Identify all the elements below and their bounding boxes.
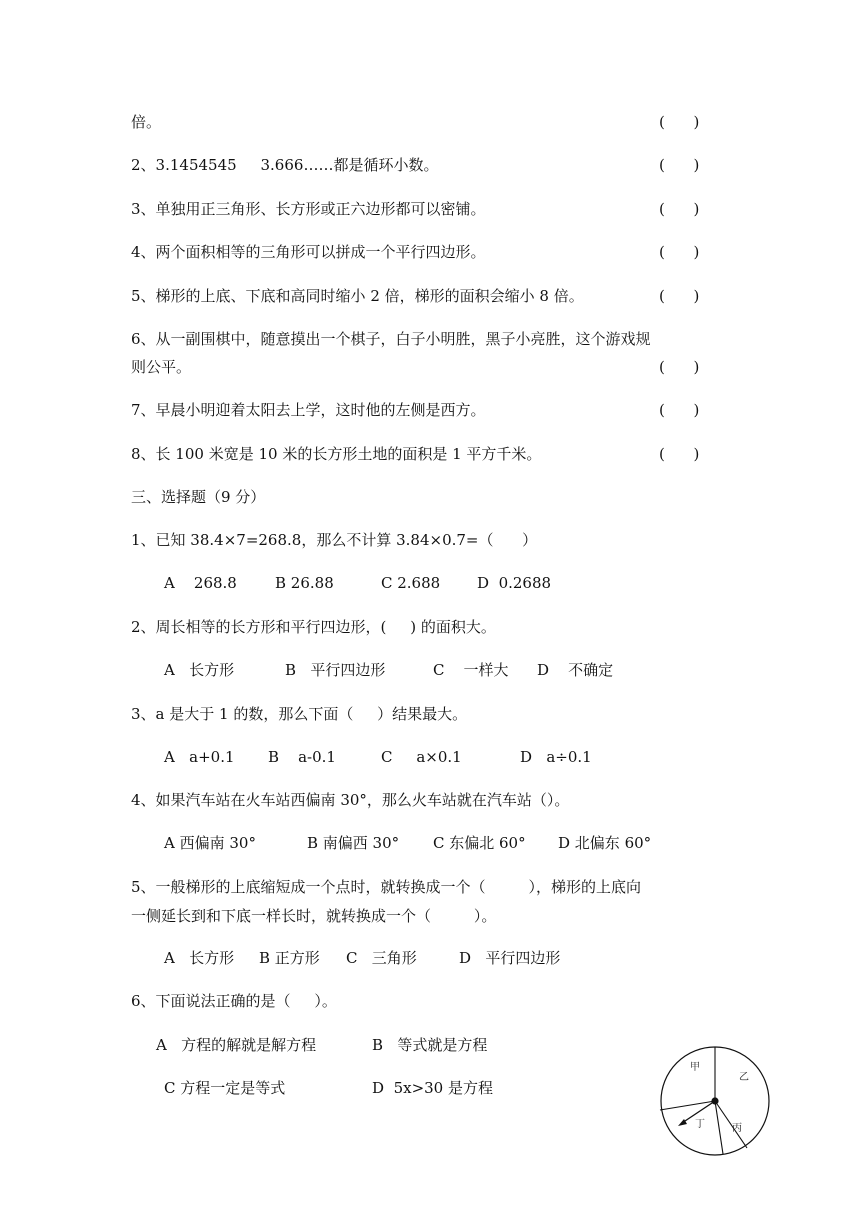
choice-q1-option-b: B 26.88 — [275, 574, 334, 592]
choice-q2-stem: 2、周长相等的长方形和平行四边形，( ) 的面积大。 — [131, 618, 496, 636]
choice-q6-option-c: C 方程一定是等式 — [164, 1079, 286, 1097]
choice-q4-option-d: D 北偏东 60° — [558, 834, 652, 852]
choice-q1-option-c: C 2.688 — [381, 574, 441, 592]
choice-q3-stem: 3、a 是大于 1 的数，那么下面（ ）结果最大。 — [131, 705, 468, 723]
spinner-label: 丙 — [732, 1123, 742, 1134]
answer-paren: ( ) — [659, 156, 700, 174]
judge-q2: 2、3.1454545 3.666……都是循环小数。 — [131, 156, 439, 174]
choice-q6-option-b: B 等式就是方程 — [372, 1036, 488, 1054]
choice-q3-option-a: A a+0.1 — [164, 748, 235, 766]
judge-q5: 5、梯形的上底、下底和高同时缩小 2 倍，梯形的面积会缩小 8 倍。 — [131, 287, 584, 305]
choice-q3-option-b: B a-0.1 — [268, 748, 336, 766]
spinner-divider — [715, 1101, 723, 1154]
choice-q5-stem-line1: 5、一般梯形的上底缩短成一个点时，就转换成一个（ ），梯形的上底向 — [131, 878, 641, 896]
spinner-label: 乙 — [739, 1072, 749, 1083]
judge-q7: 7、早晨小明迎着太阳去上学，这时他的左侧是西方。 — [131, 401, 486, 419]
choice-q6-option-d: D 5x>30 是方程 — [372, 1079, 493, 1097]
judge-q3: 3、单独用正三角形、长方形或正六边形都可以密铺。 — [131, 200, 486, 218]
judge-q1-tail: 倍。 — [131, 113, 162, 131]
choice-q5-option-a: A 长方形 — [164, 949, 235, 967]
answer-paren: ( ) — [659, 287, 700, 305]
choice-q4-stem: 4、如果汽车站在火车站西偏南 30°，那么火车站就在汽车站（）。 — [131, 791, 570, 809]
judge-q8: 8、长 100 米宽是 10 米的长方形土地的面积是 1 平方千米。 — [131, 445, 542, 463]
spinner-label: 甲 — [690, 1062, 700, 1073]
choice-q1-option-a: A 268.8 — [164, 574, 237, 592]
choice-q6-stem: 6、下面说法正确的是（ ）。 — [131, 992, 337, 1010]
choice-q5-stem-line2: 一侧延长到和下底一样长时，就转换成一个（ ）。 — [131, 907, 497, 925]
spinner-divider — [715, 1101, 747, 1148]
answer-paren: ( ) — [659, 243, 700, 261]
choice-q5-option-d: D 平行四边形 — [459, 949, 561, 967]
choice-q4-option-c: C 东偏北 60° — [433, 834, 526, 852]
choice-q1-stem: 1、已知 38.4×7=268.8，那么不计算 3.84×0.7=（ ） — [131, 531, 538, 549]
answer-paren: ( ) — [659, 445, 700, 463]
answer-paren: ( ) — [659, 401, 700, 419]
choice-q5-option-b: B 正方形 — [259, 949, 320, 967]
judge-q6-line1: 6、从一副围棋中，随意摸出一个棋子，白子小明胜，黑子小亮胜，这个游戏规 — [131, 330, 651, 348]
answer-paren: ( ) — [659, 200, 700, 218]
spinner-figure — [654, 1040, 778, 1158]
choice-q3-option-d: D a÷0.1 — [520, 748, 592, 766]
answer-paren: ( ) — [659, 113, 700, 131]
choice-q2-option-d: D 不确定 — [537, 661, 614, 679]
choice-q1-option-d: D 0.2688 — [477, 574, 552, 592]
judge-q4: 4、两个面积相等的三角形可以拼成一个平行四边形。 — [131, 243, 486, 261]
choice-q4-option-b: B 南偏西 30° — [307, 834, 400, 852]
choice-q6-option-a: A 方程的解就是解方程 — [156, 1036, 317, 1054]
choice-q2-option-a: A 长方形 — [164, 661, 235, 679]
choice-q2-option-c: C 一样大 — [433, 661, 509, 679]
section-heading: 三、选择题（9 分） — [131, 488, 266, 506]
choice-q5-option-c: C 三角形 — [346, 949, 417, 967]
choice-q4-option-a: A 西偏南 30° — [164, 834, 256, 852]
spinner-center — [711, 1097, 718, 1104]
choice-q2-option-b: B 平行四边形 — [285, 661, 386, 679]
choice-q3-option-c: C a×0.1 — [381, 748, 462, 766]
spinner-label: 丁 — [695, 1119, 705, 1130]
answer-paren: ( ) — [659, 358, 700, 376]
spinner-divider — [660, 1101, 715, 1110]
judge-q6-line2: 则公平。 — [131, 358, 192, 376]
